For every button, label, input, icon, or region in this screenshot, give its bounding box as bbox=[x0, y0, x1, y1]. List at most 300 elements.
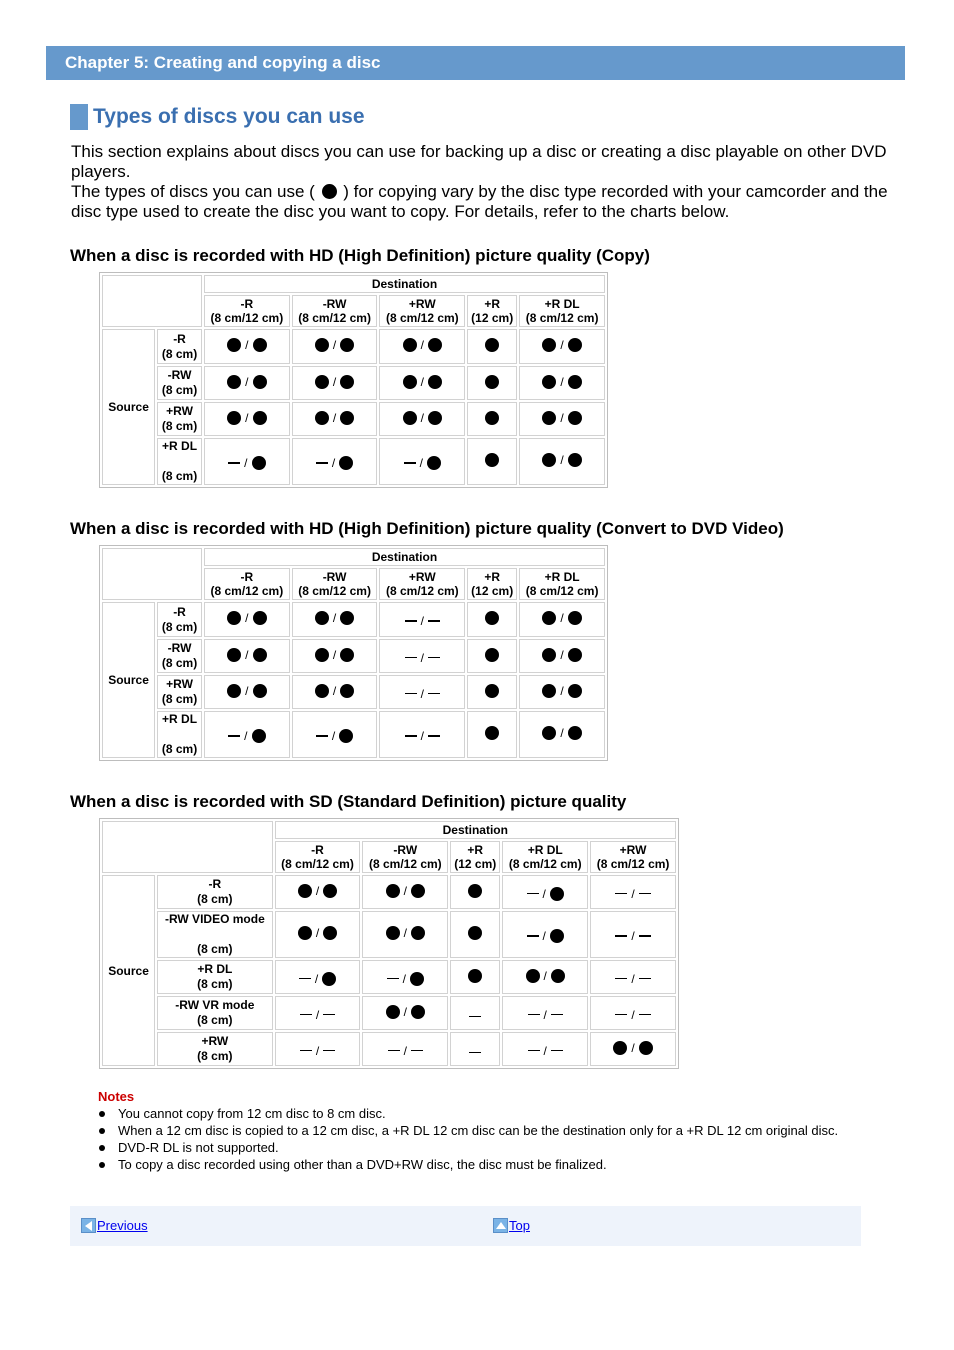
header-row bbox=[102, 275, 605, 293]
dot-icon bbox=[227, 411, 241, 425]
slash-separator: / bbox=[315, 883, 320, 898]
section-heading bbox=[70, 104, 365, 130]
column-size: (8 cm/12 cm) bbox=[596, 857, 670, 871]
dot-icon bbox=[485, 375, 499, 389]
destination-header: Destination bbox=[275, 821, 676, 839]
dot-icon bbox=[468, 969, 482, 983]
table-row bbox=[102, 960, 676, 994]
dot-icon bbox=[485, 648, 499, 662]
availability-mark bbox=[528, 1044, 563, 1058]
table-cell bbox=[467, 329, 517, 364]
availability-mark bbox=[468, 884, 482, 898]
dot-icon bbox=[542, 411, 556, 425]
table-cell bbox=[379, 366, 465, 400]
availability-mark bbox=[227, 411, 266, 425]
hd-convert-table bbox=[99, 545, 608, 761]
dot-icon bbox=[315, 375, 329, 389]
row-name: -RW VR mode bbox=[175, 998, 255, 1012]
dot-icon bbox=[411, 884, 425, 898]
dash-icon bbox=[411, 1050, 423, 1052]
chapter-header bbox=[46, 46, 905, 80]
table-cell bbox=[275, 996, 361, 1030]
dot-icon bbox=[403, 375, 417, 389]
slash-separator: / bbox=[315, 926, 320, 940]
arrow-up-icon bbox=[493, 1218, 508, 1233]
table-cell bbox=[204, 602, 290, 637]
availability-mark bbox=[405, 651, 440, 665]
dash-icon bbox=[405, 620, 417, 622]
availability-mark bbox=[386, 926, 425, 940]
row-label bbox=[157, 875, 272, 909]
note-item: To copy a disc recorded using other than a DVD+RW disc, the disc must be finalized. bbox=[98, 1157, 888, 1173]
dot-icon bbox=[227, 338, 241, 352]
dot-icon bbox=[613, 1041, 627, 1055]
availability-mark bbox=[300, 1008, 335, 1022]
table-cell bbox=[590, 1032, 676, 1066]
availability-mark bbox=[485, 648, 499, 662]
column-header bbox=[379, 568, 465, 600]
header-row bbox=[102, 548, 605, 566]
table-cell bbox=[502, 960, 588, 994]
row-size: (8 cm) bbox=[161, 383, 198, 397]
availability-mark bbox=[542, 338, 581, 352]
table-cell bbox=[362, 996, 448, 1030]
dot-icon bbox=[323, 884, 337, 898]
dot-icon bbox=[411, 1005, 425, 1019]
dot-icon bbox=[542, 453, 556, 467]
dot-icon bbox=[542, 726, 556, 740]
intro-text bbox=[71, 142, 901, 222]
note-item: When a 12 cm disc is copied to a 12 cm disc, a +R DL 12 cm disc can be the destination only for a +R DL 12 cm original disc. bbox=[98, 1123, 888, 1139]
table-cell bbox=[292, 675, 378, 709]
dot-icon bbox=[386, 884, 400, 898]
table-cell bbox=[204, 711, 290, 758]
table-cell bbox=[502, 996, 588, 1030]
column-name: -RW bbox=[322, 570, 347, 584]
dash-icon bbox=[323, 1014, 335, 1016]
availability-mark bbox=[485, 453, 499, 467]
availability-mark bbox=[542, 648, 581, 662]
usable-dot-icon bbox=[322, 184, 337, 199]
dash-icon bbox=[404, 462, 416, 464]
availability-mark bbox=[315, 338, 354, 352]
table-cell bbox=[275, 911, 361, 958]
table-cell bbox=[450, 996, 500, 1030]
dot-icon bbox=[340, 375, 354, 389]
source-header: Source bbox=[102, 329, 155, 485]
availability-mark bbox=[227, 375, 266, 389]
availability-mark bbox=[485, 611, 499, 625]
availability-mark bbox=[485, 411, 499, 425]
table-1-heading: When a disc is recorded with HD (High Definition) picture quality (Copy) bbox=[70, 246, 650, 265]
row-label bbox=[157, 711, 202, 758]
table-cell bbox=[362, 960, 448, 994]
slash-separator: / bbox=[420, 614, 424, 629]
table-cell bbox=[292, 602, 378, 637]
row-size: (8 cm) bbox=[161, 692, 198, 706]
dot-icon bbox=[428, 375, 442, 389]
slash-separator: / bbox=[560, 647, 564, 662]
table-cell bbox=[379, 602, 465, 637]
dot-icon bbox=[227, 684, 241, 698]
dot-icon bbox=[315, 611, 329, 625]
column-size: (8 cm/12 cm) bbox=[525, 584, 599, 598]
column-name: +RW bbox=[408, 297, 436, 311]
availability-mark bbox=[542, 411, 581, 425]
availability-mark bbox=[315, 611, 354, 625]
row-label bbox=[157, 960, 272, 994]
row-name: +RW bbox=[201, 1034, 229, 1048]
table-cell bbox=[467, 711, 517, 758]
corner-cell bbox=[102, 548, 202, 600]
column-size: (8 cm/12 cm) bbox=[525, 311, 599, 325]
slash-separator: / bbox=[403, 1043, 407, 1058]
dash-icon bbox=[428, 620, 440, 622]
availability-mark bbox=[615, 1008, 650, 1022]
table-cell bbox=[467, 675, 517, 709]
column-size: (8 cm/12 cm) bbox=[210, 311, 284, 325]
dot-icon bbox=[403, 338, 417, 352]
table-cell bbox=[590, 960, 676, 994]
dot-icon bbox=[340, 611, 354, 625]
dot-icon bbox=[227, 648, 241, 662]
row-name: -R bbox=[173, 604, 186, 619]
table-cell bbox=[467, 639, 517, 673]
dot-icon bbox=[315, 684, 329, 698]
row-name: +R DL bbox=[197, 962, 233, 976]
table-cell bbox=[519, 675, 605, 709]
slash-separator: / bbox=[631, 971, 635, 986]
slash-separator: / bbox=[543, 1007, 547, 1022]
table-cell bbox=[292, 711, 378, 758]
dash-icon bbox=[405, 693, 417, 695]
availability-mark bbox=[403, 411, 442, 425]
column-name: +R DL bbox=[527, 843, 563, 857]
dot-icon bbox=[468, 884, 482, 898]
dot-icon bbox=[568, 611, 582, 625]
dot-icon bbox=[227, 611, 241, 625]
slash-separator: / bbox=[419, 456, 423, 471]
table-cell bbox=[519, 366, 605, 400]
table-cell bbox=[292, 329, 378, 364]
dot-icon bbox=[485, 411, 499, 425]
row-label bbox=[157, 911, 272, 958]
dot-icon bbox=[542, 648, 556, 662]
column-name: -R bbox=[240, 297, 254, 311]
row-name: -RW bbox=[167, 368, 192, 382]
row-size: (8 cm) bbox=[161, 742, 198, 756]
row-size: (8 cm) bbox=[197, 977, 233, 991]
column-size: (8 cm/12 cm) bbox=[281, 857, 354, 871]
slash-separator: / bbox=[560, 374, 564, 389]
table-cell bbox=[292, 366, 378, 400]
availability-mark bbox=[316, 456, 353, 470]
column-size: (8 cm/12 cm) bbox=[385, 311, 459, 325]
dot-icon bbox=[468, 926, 482, 940]
table-cell bbox=[519, 329, 605, 364]
availability-mark bbox=[315, 411, 354, 425]
column-name: +R bbox=[467, 843, 484, 857]
row-size: (8 cm) bbox=[197, 942, 233, 956]
row-label bbox=[157, 639, 202, 673]
slash-separator: / bbox=[542, 886, 546, 901]
row-label bbox=[157, 602, 202, 637]
dot-icon bbox=[639, 1041, 653, 1055]
column-name: +RW bbox=[619, 843, 647, 857]
dash-icon bbox=[469, 1016, 481, 1018]
column-size: (8 cm/12 cm) bbox=[298, 584, 371, 598]
previous-link-label: Previous bbox=[97, 1218, 148, 1233]
dash-icon bbox=[551, 1014, 563, 1016]
slash-separator: / bbox=[543, 968, 547, 983]
dash-icon bbox=[299, 978, 311, 980]
dot-icon bbox=[485, 453, 499, 467]
table-cell bbox=[292, 639, 378, 673]
availability-mark bbox=[227, 338, 266, 352]
availability-mark bbox=[615, 929, 650, 943]
slash-separator: / bbox=[332, 410, 337, 425]
slash-separator: / bbox=[332, 374, 337, 389]
availability-mark bbox=[485, 338, 499, 352]
dot-icon bbox=[428, 411, 442, 425]
availability-mark bbox=[526, 969, 565, 983]
dot-icon bbox=[568, 453, 582, 467]
dot-icon bbox=[340, 684, 354, 698]
row-name: +RW bbox=[166, 404, 193, 418]
column-name: -R bbox=[240, 570, 254, 584]
column-header bbox=[590, 841, 676, 873]
slash-separator: / bbox=[560, 338, 564, 352]
dot-icon bbox=[568, 684, 582, 698]
table-cell bbox=[519, 402, 605, 436]
slash-separator: / bbox=[560, 453, 564, 467]
availability-mark bbox=[527, 929, 564, 943]
table-cell bbox=[467, 438, 517, 485]
availability-mark bbox=[542, 684, 581, 698]
table-cell bbox=[519, 602, 605, 637]
slash-separator: / bbox=[332, 338, 337, 352]
dot-icon bbox=[253, 611, 267, 625]
dot-icon bbox=[340, 648, 354, 662]
table-cell bbox=[450, 875, 500, 909]
row-size: (8 cm) bbox=[161, 469, 198, 483]
dot-icon bbox=[252, 729, 266, 743]
dash-icon bbox=[639, 978, 651, 980]
table-cell bbox=[590, 911, 676, 958]
previous-link[interactable] bbox=[81, 1218, 148, 1233]
table-row bbox=[102, 639, 605, 673]
column-header bbox=[204, 295, 290, 327]
row-label bbox=[157, 329, 202, 364]
availability-mark bbox=[316, 729, 353, 743]
table-cell bbox=[292, 438, 378, 485]
table-cell bbox=[502, 911, 588, 958]
slash-separator: / bbox=[315, 1043, 320, 1058]
dash-icon bbox=[428, 693, 440, 695]
slash-separator: / bbox=[560, 410, 564, 425]
table-row bbox=[102, 438, 605, 485]
table-cell bbox=[379, 711, 465, 758]
intro-text-before: The types of discs you can use ( bbox=[71, 182, 315, 201]
table-cell bbox=[379, 329, 465, 364]
dash-icon bbox=[527, 935, 539, 937]
table-row bbox=[102, 675, 605, 709]
table-cell bbox=[275, 875, 361, 909]
dash-icon bbox=[323, 1050, 335, 1052]
dot-icon bbox=[542, 684, 556, 698]
table-cell bbox=[450, 960, 500, 994]
dot-icon bbox=[403, 411, 417, 425]
slash-separator: / bbox=[245, 338, 249, 352]
dot-icon bbox=[386, 926, 400, 940]
slash-separator: / bbox=[420, 650, 424, 665]
column-size: (12 cm) bbox=[471, 311, 514, 325]
row-size: (8 cm) bbox=[197, 1013, 233, 1027]
slash-separator: / bbox=[542, 929, 546, 944]
dot-icon bbox=[411, 926, 425, 940]
slash-separator: / bbox=[403, 926, 407, 940]
row-name: -RW bbox=[167, 641, 192, 655]
dash-icon bbox=[615, 978, 627, 980]
column-header bbox=[502, 841, 588, 873]
row-name: +R DL bbox=[162, 712, 198, 726]
column-header bbox=[467, 568, 517, 600]
availability-mark bbox=[615, 887, 650, 901]
availability-mark bbox=[615, 972, 650, 986]
availability-mark bbox=[315, 375, 354, 389]
destination-header: Destination bbox=[204, 548, 605, 566]
column-name: -RW bbox=[322, 297, 347, 311]
dot-icon bbox=[315, 338, 329, 352]
dot-icon bbox=[428, 338, 442, 352]
dot-icon bbox=[485, 726, 499, 740]
dot-icon bbox=[322, 972, 336, 986]
dot-icon bbox=[551, 969, 565, 983]
dash-icon bbox=[428, 735, 440, 737]
availability-mark bbox=[227, 648, 266, 662]
notes-section bbox=[98, 1089, 888, 1174]
dot-icon bbox=[568, 648, 582, 662]
corner-cell bbox=[102, 275, 202, 327]
table-cell bbox=[204, 639, 290, 673]
table-cell bbox=[502, 1032, 588, 1066]
arrow-left-icon bbox=[81, 1218, 96, 1233]
dot-icon bbox=[542, 611, 556, 625]
slash-separator: / bbox=[331, 729, 336, 744]
row-name: +RW bbox=[166, 677, 193, 691]
slash-separator: / bbox=[245, 647, 249, 662]
availability-mark bbox=[542, 453, 581, 467]
table-cell bbox=[204, 675, 290, 709]
availability-mark bbox=[315, 684, 354, 698]
row-size: (8 cm) bbox=[197, 1049, 233, 1063]
dot-icon bbox=[550, 929, 564, 943]
slash-separator: / bbox=[245, 611, 249, 625]
dash-icon bbox=[615, 893, 627, 895]
dot-icon bbox=[315, 411, 329, 425]
dot-icon bbox=[339, 729, 353, 743]
column-header bbox=[275, 841, 361, 873]
slash-separator: / bbox=[315, 1007, 320, 1022]
row-name: -RW VIDEO mode bbox=[164, 912, 265, 926]
row-name: -R bbox=[208, 877, 222, 891]
dash-icon bbox=[527, 893, 539, 895]
table-cell bbox=[204, 329, 290, 364]
table-cell bbox=[590, 996, 676, 1030]
availability-mark bbox=[403, 338, 442, 352]
table-cell bbox=[362, 875, 448, 909]
availability-mark bbox=[227, 611, 266, 625]
slash-separator: / bbox=[420, 338, 424, 352]
source-header: Source bbox=[102, 875, 155, 1066]
availability-mark bbox=[485, 375, 499, 389]
availability-mark bbox=[405, 614, 440, 628]
dash-icon bbox=[228, 462, 240, 464]
title-marker bbox=[70, 104, 88, 130]
table-cell bbox=[362, 911, 448, 958]
availability-mark bbox=[386, 884, 425, 898]
dot-icon bbox=[298, 884, 312, 898]
slash-separator: / bbox=[402, 971, 406, 986]
slash-separator: / bbox=[245, 683, 249, 698]
dash-icon bbox=[387, 978, 399, 980]
slash-separator: / bbox=[631, 1040, 635, 1055]
dot-icon bbox=[339, 456, 353, 470]
column-size: (8 cm/12 cm) bbox=[298, 311, 371, 325]
dot-icon bbox=[340, 411, 354, 425]
column-header bbox=[362, 841, 448, 873]
dash-icon bbox=[228, 735, 240, 737]
column-size: (8 cm/12 cm) bbox=[210, 584, 284, 598]
header-row bbox=[102, 821, 676, 839]
table-cell bbox=[275, 960, 361, 994]
top-link[interactable] bbox=[493, 1218, 530, 1233]
table-cell bbox=[467, 402, 517, 436]
sd-table bbox=[99, 818, 679, 1069]
slash-separator: / bbox=[403, 883, 407, 898]
availability-mark bbox=[386, 1005, 425, 1019]
slash-separator: / bbox=[314, 971, 319, 986]
dash-icon bbox=[300, 1050, 312, 1052]
availability-mark bbox=[469, 1016, 481, 1018]
column-header bbox=[519, 568, 605, 600]
dash-icon bbox=[615, 1014, 627, 1016]
table-cell bbox=[204, 366, 290, 400]
dot-icon bbox=[568, 338, 582, 352]
slash-separator: / bbox=[560, 683, 564, 698]
dash-icon bbox=[469, 1052, 481, 1054]
column-size: (12 cm) bbox=[454, 857, 497, 871]
dot-icon bbox=[568, 375, 582, 389]
column-name: +R bbox=[484, 297, 501, 311]
slash-separator: / bbox=[560, 726, 564, 740]
notes-list bbox=[98, 1106, 888, 1173]
row-label bbox=[157, 1032, 272, 1066]
row-size: (8 cm) bbox=[161, 656, 198, 670]
slash-separator: / bbox=[631, 1007, 635, 1022]
dash-icon bbox=[639, 1014, 651, 1016]
slash-separator: / bbox=[332, 611, 337, 625]
column-size: (8 cm/12 cm) bbox=[508, 857, 582, 871]
table-row bbox=[102, 875, 676, 909]
note-item: DVD-R DL is not supported. bbox=[98, 1140, 888, 1156]
corner-cell bbox=[102, 821, 273, 873]
availability-mark bbox=[388, 1044, 423, 1058]
table-row bbox=[102, 329, 605, 364]
availability-mark bbox=[315, 648, 354, 662]
slash-separator: / bbox=[332, 683, 337, 698]
table-cell bbox=[450, 1032, 500, 1066]
